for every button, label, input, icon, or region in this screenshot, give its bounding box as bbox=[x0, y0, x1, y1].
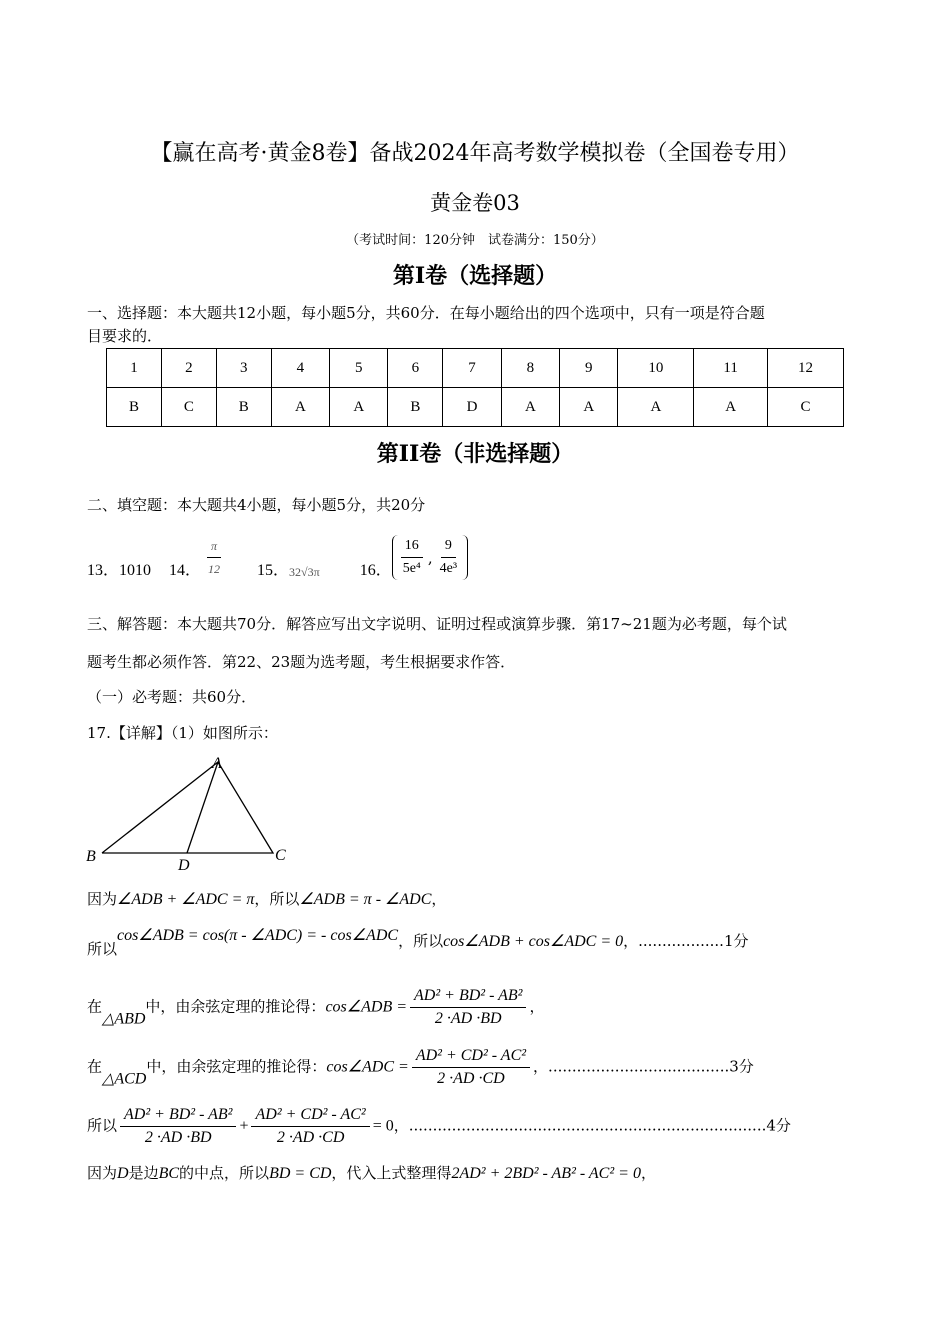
math-text: △ABD bbox=[102, 1010, 146, 1028]
answer-cell: A bbox=[560, 388, 618, 427]
question-number-cell: 10 bbox=[618, 349, 694, 388]
question-number-cell: 4 bbox=[271, 349, 329, 388]
math-text: BC bbox=[158, 1165, 180, 1182]
question-number-cell: 5 bbox=[330, 349, 388, 388]
math-text: 所以 bbox=[87, 1116, 118, 1135]
math-text: ， bbox=[431, 890, 447, 908]
math-text: 的中点，所以 bbox=[179, 1164, 270, 1182]
math-text: ，所以 bbox=[254, 890, 300, 908]
math-text: ，...........................................................................4分 bbox=[393, 1116, 791, 1135]
math-text: 在 bbox=[87, 997, 103, 1016]
sec1-line2: 目要求的． bbox=[87, 327, 163, 345]
math-text: cos∠ADB = bbox=[325, 998, 408, 1016]
numerator: π bbox=[207, 535, 221, 558]
required-heading: （一）必考题：共60分． bbox=[87, 688, 257, 706]
line-cos-relation bbox=[87, 925, 749, 957]
line-sum-zero bbox=[87, 1104, 791, 1149]
math-text: 2AD² + 2BD² - AB² - AC² = 0 bbox=[451, 1165, 641, 1182]
label-a: A bbox=[212, 755, 222, 772]
answer-16: $\frac{16}{\text{5e⁴}}$ , $\frac{9}{\text{4e³}}$ bbox=[392, 535, 468, 580]
math-text: 2 ·AD ·CD bbox=[437, 1070, 505, 1087]
line-midpoint bbox=[87, 1162, 656, 1183]
label-b: B bbox=[86, 848, 96, 865]
math-text: ∠ADB = π - ∠ADC bbox=[299, 891, 432, 908]
math-text: 因为 bbox=[87, 890, 118, 908]
answer-cell: C bbox=[767, 388, 843, 427]
line-angle-sum bbox=[87, 888, 446, 909]
question-number-cell: 9 bbox=[560, 349, 618, 388]
math-text: AD² + CD² - AC² bbox=[251, 1104, 369, 1127]
math-text: 2 ·AD ·BD bbox=[434, 1010, 502, 1027]
answer-cell: A bbox=[694, 388, 768, 427]
part1-title: 第I卷（选择题） bbox=[392, 263, 558, 289]
label-c: C bbox=[275, 847, 286, 864]
question-number-cell: 11 bbox=[694, 349, 768, 388]
math-text: AD² + BD² - AB² bbox=[120, 1104, 236, 1127]
math-text: BD = CD bbox=[269, 1165, 332, 1182]
denominator: 12 bbox=[208, 562, 221, 576]
answer-cell: A bbox=[330, 388, 388, 427]
answer-14-label: 14． bbox=[169, 562, 202, 579]
math-text: cos∠ADB + cos∠ADC = 0 bbox=[443, 933, 624, 950]
question-number-cell: 8 bbox=[501, 349, 559, 388]
answer-16-label: 16． bbox=[359, 562, 392, 579]
line-cos-abd bbox=[87, 985, 544, 1030]
math-text: D bbox=[117, 1165, 129, 1182]
answer-table bbox=[106, 348, 844, 427]
table-row-numbers bbox=[107, 349, 844, 388]
math-text: AD² + CD² - AC² bbox=[412, 1045, 530, 1068]
answer-14 bbox=[204, 535, 224, 580]
question-number-cell: 7 bbox=[443, 349, 501, 388]
math-text: ， bbox=[640, 1164, 656, 1182]
math-text: cos∠ADC = bbox=[326, 1058, 409, 1076]
math-text: 2 ·AD ·CD bbox=[276, 1129, 345, 1146]
doc-title: 【赢在高考·黄金8卷】备战2024年高考数学模拟卷（全国卷专用） bbox=[150, 141, 800, 166]
answer-cell: B bbox=[388, 388, 443, 427]
math-text: = 0 bbox=[372, 1117, 394, 1135]
math-text: 2 ·AD ·BD bbox=[144, 1129, 212, 1146]
denominator: 4e³ bbox=[439, 561, 458, 576]
question-number-cell: 2 bbox=[161, 349, 216, 388]
math-text: ，......................................3分 bbox=[533, 1057, 754, 1076]
math-text: △ACD bbox=[102, 1070, 147, 1088]
math-text: ∠ADB + ∠ADC = π bbox=[117, 891, 255, 908]
answer-15: 32√3π bbox=[289, 565, 320, 579]
exam-info: （考试时间：120分钟 试卷满分：150分） bbox=[346, 233, 604, 248]
sec1-line1: 一、选择题：本大题共12小题，每小题5分，共60分．在每小题给出的四个选项中，只有一项是符合题 bbox=[87, 304, 765, 322]
line-cos-acd bbox=[87, 1045, 754, 1090]
doc-subtitle: 黄金卷03 bbox=[430, 191, 520, 215]
answer-cell: D bbox=[443, 388, 501, 427]
triangle-figure bbox=[82, 750, 302, 875]
sec2-heading: 二、填空题：本大题共4小题，每小题5分，共20分 bbox=[87, 496, 426, 514]
answer-cell: A bbox=[501, 388, 559, 427]
math-text: ，..................1分 bbox=[623, 932, 749, 950]
numerator: 16 bbox=[401, 535, 423, 558]
question-number-cell: 3 bbox=[216, 349, 271, 388]
answer-cell: B bbox=[107, 388, 162, 427]
math-text: 所以 bbox=[87, 940, 118, 958]
label-d: D bbox=[178, 857, 190, 874]
question-number-cell: 6 bbox=[388, 349, 443, 388]
answer-13: 13．1010 bbox=[87, 562, 152, 579]
math-text: 因为 bbox=[87, 1164, 118, 1182]
numerator: 9 bbox=[441, 535, 456, 558]
table-row-answers bbox=[107, 388, 844, 427]
math-text: + bbox=[239, 1117, 249, 1135]
math-text: AD² + BD² - AB² bbox=[410, 985, 526, 1008]
answer-cell: A bbox=[618, 388, 694, 427]
math-text: 是边 bbox=[128, 1164, 159, 1182]
math-text: 中，由余弦定理的推论得： bbox=[146, 1057, 327, 1076]
math-text: ，代入上式整理得 bbox=[331, 1164, 452, 1182]
math-text: ，所以 bbox=[398, 932, 444, 950]
answer-15-label: 15． bbox=[257, 562, 290, 579]
sec3-line1: 三、解答题：本大题共70分．解答应写出文字说明、证明过程或演算步骤．第17~21题为必考题，每个试 bbox=[87, 615, 787, 633]
denominator: 5e⁴ bbox=[402, 561, 421, 576]
part2-title: 第II卷（非选择题） bbox=[376, 441, 574, 467]
question-number-cell: 1 bbox=[107, 349, 162, 388]
answer-cell: C bbox=[161, 388, 216, 427]
answer-cell: A bbox=[271, 388, 329, 427]
math-text: 在 bbox=[87, 1057, 103, 1076]
math-text: ， bbox=[529, 997, 545, 1016]
q17-heading: 17.【详解】（1）如图所示： bbox=[87, 724, 278, 742]
question-number-cell: 12 bbox=[767, 349, 843, 388]
math-text: cos∠ADB = cos(π - ∠ADC) = - cos∠ADC bbox=[117, 927, 399, 944]
math-text: 中，由余弦定理的推论得： bbox=[145, 997, 326, 1016]
sec3-line2: 题考生都必须作答．第22、23题为选考题，考生根据要求作答． bbox=[87, 653, 516, 671]
fill-answers bbox=[87, 530, 468, 580]
answer-cell: B bbox=[216, 388, 271, 427]
